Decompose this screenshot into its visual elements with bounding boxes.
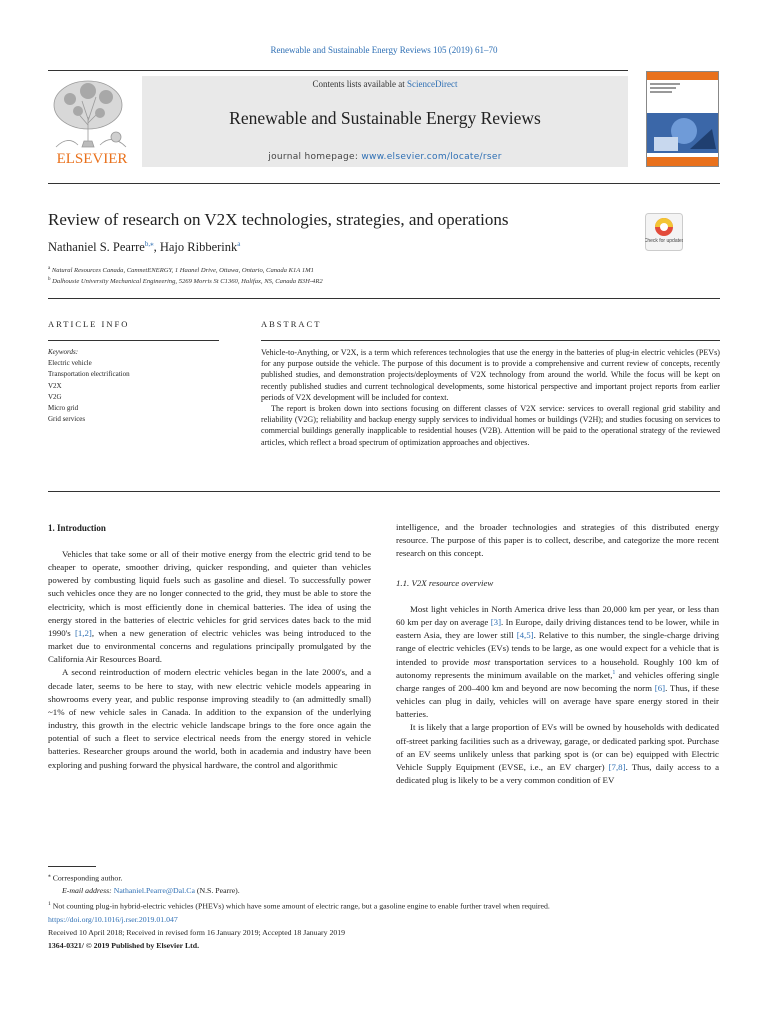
corresponding-mark[interactable]: ⁎ bbox=[150, 240, 154, 248]
article-metadata bbox=[48, 914, 345, 952]
body-text: transportation services to a household. Roughly 100 km of autonomy represents the minimum available on the market, bbox=[396, 656, 719, 680]
abstract-rule bbox=[261, 340, 720, 341]
body-text: Most light vehicles in North America drive less than 20,000 km per year, or less than 60 km per day on average bbox=[396, 604, 719, 628]
body-paragraph: intelligence, and the broader technologies and strategies of this distributed energy resource. The purpose of this paper is to collect, describe, and categorize the more recent research on this concept. bbox=[396, 522, 719, 559]
citation-link[interactable]: [4,5] bbox=[516, 630, 534, 641]
body-paragraph bbox=[48, 548, 371, 666]
footnote-rule bbox=[48, 866, 96, 867]
footnote-1 bbox=[48, 898, 728, 913]
check-for-updates-badge[interactable] bbox=[645, 213, 683, 251]
keywords-list bbox=[48, 347, 219, 425]
citation-link[interactable]: [1,2] bbox=[74, 627, 92, 638]
email-suffix: (N.S. Pearre). bbox=[194, 886, 240, 896]
elsevier-wordmark: ELSEVIER bbox=[56, 151, 128, 167]
authors-line bbox=[48, 240, 240, 255]
footnote-email bbox=[48, 885, 728, 898]
elsevier-tree-icon bbox=[48, 75, 136, 167]
corresponding-text: Corresponding author. bbox=[50, 873, 123, 883]
header-bottom-rule bbox=[48, 183, 720, 184]
body-text: , when a new generation of electric vehicles was being introduced to the market due to environmental concerns and regulations principally promulgated by the California Air Resources Board. bbox=[48, 627, 371, 665]
keyword: V2X bbox=[48, 381, 62, 390]
body-right-column-top bbox=[396, 521, 719, 560]
journal-cover-image[interactable] bbox=[646, 71, 719, 167]
body-right-column bbox=[396, 603, 719, 787]
journal-title: Renewable and Sustainable Energy Reviews bbox=[229, 108, 541, 128]
doi-link[interactable]: https://doi.org/10.1016/j.rser.2019.01.047 bbox=[48, 915, 178, 924]
affiliation-b-text: Dalhousie University Mechanical Engineering, 5269 Morris St C1360, Halifax, NS, Canada B3H-4R2 bbox=[52, 278, 323, 286]
crossmark-icon bbox=[645, 213, 683, 251]
article-info-top-rule bbox=[48, 298, 720, 299]
body-text: Vehicles that take some or all of their motive energy from the electric grid tend to be cheaper to operate, smoother driving, quicker responding, and quieter than vehicles powered by combusting liquid fuels such as gasoline and diesel. To successfully power such vehicles once they are no longer connected to the grid, they must be able to store the electricity, which is most efficiently done in chemical batteries. The idea of using the energy stored in the batteries of electric vehicles for grid services dates back to the mid 1990's bbox=[48, 549, 371, 638]
author-1-affil-mark[interactable]: b, bbox=[144, 240, 151, 248]
keyword: V2G bbox=[48, 392, 62, 401]
citation-link[interactable]: [3] bbox=[490, 617, 502, 628]
crossmark-label: Check for updates bbox=[645, 238, 683, 244]
article-title: Review of research on V2X technologies, strategies, and operations bbox=[48, 210, 509, 229]
abstract-paragraph-2: The report is broken down into sections focusing on different classes of V2X service: services to overall regional grid stability and reliability (V2G); reliability and backup energy supply services to individual homes or buildings (V2H); and studies focusing on services to commercial buildings generally inapplicable to residential houses (V2B). Attention will be paid to the operational strategy of the reviewed articles, which reflect a broad spectrum of optimization approaches and objectives. bbox=[261, 404, 720, 447]
citation-link[interactable]: [7,8] bbox=[608, 761, 626, 772]
section-heading-introduction: 1. Introduction bbox=[48, 523, 106, 533]
affiliation-a-mark: a bbox=[48, 266, 51, 271]
footnote-1-mark: 1 bbox=[48, 900, 51, 907]
elsevier-logo[interactable] bbox=[48, 75, 136, 167]
affiliation-b-mark: b bbox=[48, 277, 51, 282]
footnote-corresponding bbox=[48, 870, 728, 885]
subsection-heading: 1.1. V2X resource overview bbox=[396, 578, 494, 588]
corresponding-mark: ⁎ bbox=[48, 873, 51, 879]
journal-cover-icon bbox=[646, 71, 719, 167]
abstract-bottom-rule bbox=[48, 491, 720, 492]
keywords-rule bbox=[48, 340, 219, 341]
body-text: It is likely that a large proportion of EVs will be owned by households with dedicated off-street parking facilities such as a driveway, garage, or dedicated parking spot. Purchase of an EV seems unlikely unless that parking spot is (or can be) equipped with Electric Vehicle Supply Equipment (EVSE, i.e., an EV charger) bbox=[396, 722, 719, 772]
body-text: . Thus, if these vehicles can plug in daily, vehicles will on average have spare energy stored in their batteries. bbox=[396, 682, 719, 720]
abstract-paragraph-1: Vehicle-to-Anything, or V2X, is a term which references technologies that use the energy in the batteries of plug-in electric vehicles (PEVs) for any purpose outside the vehicle. The purpose of this document is to provide a comprehensive and current review of concepts, recently published studies, and demonstration projects/deployments of V2X technology from around the world. While the focus will be kept on recently published studies and current technological developments, some historical perspective and important project reports from earlier periods of V2X development will be included for context. bbox=[261, 348, 720, 402]
keyword: Electric vehicle bbox=[48, 359, 92, 368]
body-emphasis: most bbox=[473, 656, 491, 667]
journal-homepage bbox=[142, 152, 628, 162]
body-paragraph bbox=[396, 721, 719, 787]
header-top-rule bbox=[48, 70, 628, 71]
citation-link[interactable]: [6] bbox=[654, 682, 666, 693]
body-left-column bbox=[48, 548, 371, 772]
contents-prefix: Contents lists available at bbox=[312, 79, 407, 89]
homepage-prefix: journal homepage: bbox=[268, 152, 362, 162]
copyright-line: 1364-0321/ © 2019 Published by Elsevier Ltd. bbox=[48, 940, 200, 950]
author-2-affil-mark[interactable]: a bbox=[237, 240, 241, 248]
keyword: Grid services bbox=[48, 415, 86, 424]
footnotes bbox=[48, 870, 728, 913]
author-1[interactable]: Nathaniel S. Pearre bbox=[48, 240, 145, 255]
body-text: . Relative to this number, the single-charge driving range of electric vehicles (EVs) tends to be large, as one would expect for a vehicle that is intended to provide bbox=[396, 630, 719, 667]
journal-reference[interactable]: Renewable and Sustainable Energy Reviews 105 (2019) 61–70 bbox=[270, 45, 498, 55]
body-text: . In Europe, daily driving distances tend to be lower, while in eastern Asia, they are lower still bbox=[396, 617, 719, 641]
keyword: Micro grid bbox=[48, 404, 79, 413]
body-text: and vehicles offering single charge ranges of 200–400 km and beyond are now becoming the norm bbox=[396, 669, 719, 693]
body-paragraph bbox=[396, 603, 719, 721]
body-paragraph: A second reintroduction of modern electric vehicles began in the late 2000's, and a decade later, seems to be here to stay, with new electric vehicle models appearing in showrooms every year, and public response improving steadily to (an admittedly small) ~1% of new vehicle sales in Canada. In addition to the expansion of the underlying industry, this growth in the electric vehicle landscape brings to the fore once again the potential of such a fleet to service electrical needs from the energy stored in vehicle batteries. Researcher groups around the world, both in academia and industry have been exploring and pushing forward the physical hardware, the control and algorithmic bbox=[48, 667, 371, 770]
keywords-label: Keywords: bbox=[48, 348, 79, 356]
email-label: E-mail address: bbox=[62, 886, 114, 896]
keyword: Transportation electrification bbox=[48, 370, 130, 379]
footnote-link[interactable]: 1 bbox=[612, 669, 616, 676]
footnote-1-text: Not counting plug-in hybrid-electric vehicles (PHEVs) which have some amount of electric range, but a gasoline engine to enable further travel when required. bbox=[50, 901, 550, 911]
author-2[interactable]: , Hajo Ribberink bbox=[153, 240, 238, 255]
contents-line bbox=[142, 79, 628, 89]
email-link[interactable]: Nathaniel.Pearre@Dal.Ca bbox=[113, 886, 195, 896]
sciencedirect-link[interactable]: ScienceDirect bbox=[407, 79, 458, 89]
received-dates: Received 10 April 2018; Received in revised form 16 January 2019; Accepted 18 January 2019 bbox=[48, 927, 346, 937]
homepage-link[interactable]: www.elsevier.com/locate/rser bbox=[361, 152, 502, 162]
affiliation-a bbox=[48, 266, 314, 274]
body-text: . Thus, daily access to a dedicated plug is likely to be a very common condition of EV bbox=[396, 761, 719, 786]
abstract-heading: ABSTRACT bbox=[261, 319, 322, 329]
affiliation-b bbox=[48, 277, 323, 285]
article-info-heading: ARTICLE INFO bbox=[48, 319, 130, 329]
abstract-body bbox=[261, 347, 720, 448]
affiliation-a-text: Natural Resources Canada, CanmetENERGY, 1 Haanel Drive, Ottawa, Ontario, Canada K1A 1M1 bbox=[51, 267, 314, 275]
